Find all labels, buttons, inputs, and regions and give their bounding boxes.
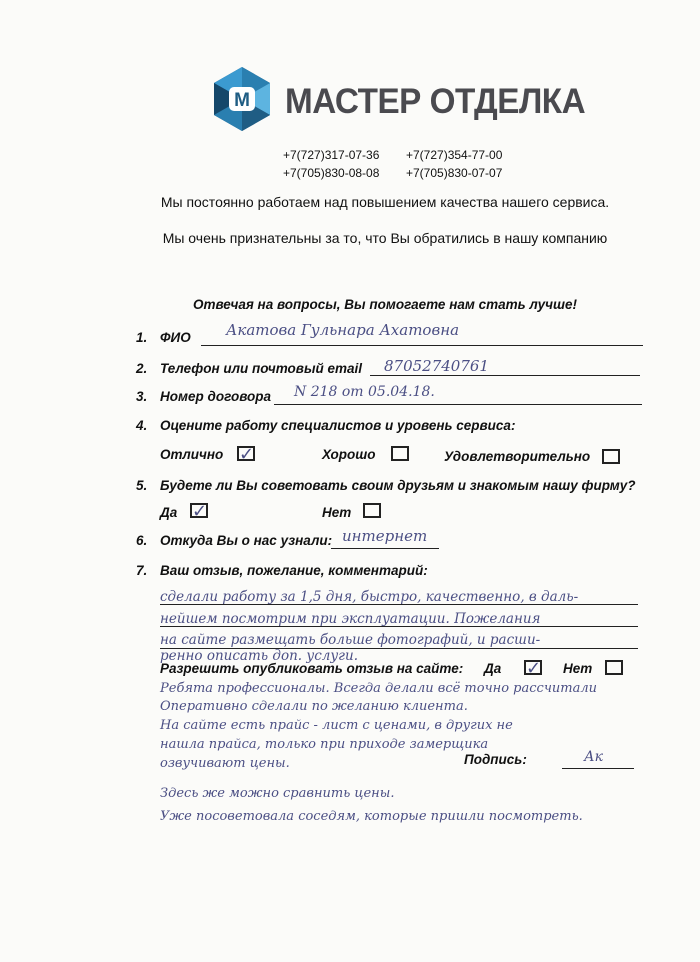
intro-line-1: Мы постоянно работаем над повышением качества нашего сервиса. (160, 194, 610, 210)
option-no-label: Нет (322, 505, 352, 520)
question-number: 5. (136, 478, 148, 493)
comment-text-line[interactable]: ренно описать доп. услуги. (160, 648, 358, 664)
extra-note-line: Уже посоветовала соседям, которые пришли посмотреть. (160, 809, 583, 824)
question-source (136, 533, 332, 548)
check-mark-icon: ✓ (192, 501, 208, 522)
extra-note-line: Здесь же можно сравнить цены. (160, 786, 395, 801)
answer-line (201, 345, 643, 346)
extra-note-line: На сайте есть прайс - лист с ценами, в других не (160, 718, 513, 733)
question-label: Оцените работу специалистов и уровень сервиса: (160, 418, 516, 433)
answer-line (274, 404, 642, 405)
question-number: 7. (136, 563, 148, 578)
extra-note-line: Ребята профессионалы. Всегда делали всё точно рассчитали (160, 681, 598, 696)
comment-text-line[interactable]: на сайте размещать больше фотографий, и расши- (160, 632, 541, 648)
question-number: 3. (136, 389, 148, 404)
logo-letter: М (234, 90, 250, 111)
answer-line (331, 548, 439, 549)
publish-label: Разрешить опубликовать отзыв на сайте: (160, 661, 464, 676)
question-label: Будете ли Вы советовать своим друзьям и знакомым нашу фирму? (160, 478, 636, 493)
question-fio (136, 330, 191, 345)
question-number: 2. (136, 361, 148, 376)
phone-2: +7(727)354-77-00 (406, 148, 503, 162)
question-label: Номер договора (160, 389, 272, 404)
brand-name: МАСТЕР ОТДЕЛКА (285, 82, 586, 121)
check-mark-icon: ✓ (239, 444, 255, 465)
option-no-checkbox[interactable] (363, 503, 381, 518)
option-yes-checkbox[interactable] (190, 501, 208, 522)
comment-text-line[interactable]: нейшем посмотрим при эксплуатации. Пожелания (160, 611, 541, 627)
signature-line (562, 768, 634, 769)
publish-no-checkbox[interactable] (605, 660, 623, 675)
answer-contract[interactable]: N 218 от 05.04.18. (294, 384, 435, 400)
publish-yes-checkbox[interactable] (524, 658, 542, 679)
option-satisfactory-label: Удовлетворительно (444, 449, 591, 464)
question-number: 1. (136, 330, 148, 345)
option-satisfactory-checkbox[interactable] (602, 449, 620, 464)
signature-value[interactable]: Ак (584, 749, 603, 765)
publish-yes-label: Да (484, 661, 502, 676)
signature-label: Подпись: (464, 752, 527, 767)
phone-4: +7(705)830-07-07 (406, 166, 503, 180)
phone-1: +7(727)317-07-36 (283, 148, 380, 162)
form-heading: Отвечая на вопросы, Вы помогаете нам стать лучше! (192, 297, 577, 312)
question-number: 4. (136, 418, 148, 433)
question-recommend (136, 478, 636, 493)
brand-logo-icon (212, 66, 272, 132)
extra-note-line: Оперативно сделали по желанию клиента. (160, 699, 468, 714)
question-rating (136, 418, 515, 433)
intro-line-2: Мы очень признательны за то, что Вы обратились в нашу компанию (162, 230, 608, 246)
question-comment (136, 563, 428, 578)
comment-text-line[interactable]: сделали работу за 1,5 дня, быстро, качественно, в даль- (160, 589, 579, 605)
option-good-label: Хорошо (322, 447, 376, 462)
publish-no-label: Нет (563, 661, 593, 676)
option-excellent-checkbox[interactable] (237, 444, 255, 465)
question-contract (136, 389, 271, 404)
phone-3: +7(705)830-08-08 (283, 166, 380, 180)
answer-source[interactable]: интернет (342, 527, 428, 545)
answer-contact[interactable]: 87052740761 (384, 357, 489, 375)
check-mark-icon: ✓ (526, 658, 542, 679)
option-excellent-label: Отлично (160, 447, 224, 462)
question-label: ФИО (160, 330, 191, 345)
answer-fio[interactable]: Акатова Гульнара Ахатовна (226, 321, 460, 339)
extra-note-line: озвучивают цены. (160, 756, 290, 771)
option-yes-label: Да (160, 505, 178, 520)
question-contact (136, 361, 362, 376)
question-label: Ваш отзыв, пожелание, комментарий: (160, 563, 428, 578)
answer-line (370, 375, 640, 376)
extra-note-line: нашла прайса, только при приходе замерщика (160, 737, 489, 752)
question-label: Откуда Вы о нас узнали: (160, 533, 333, 548)
question-label: Телефон или почтовый email (160, 361, 362, 376)
question-number: 6. (136, 533, 148, 548)
option-good-checkbox[interactable] (391, 446, 409, 461)
